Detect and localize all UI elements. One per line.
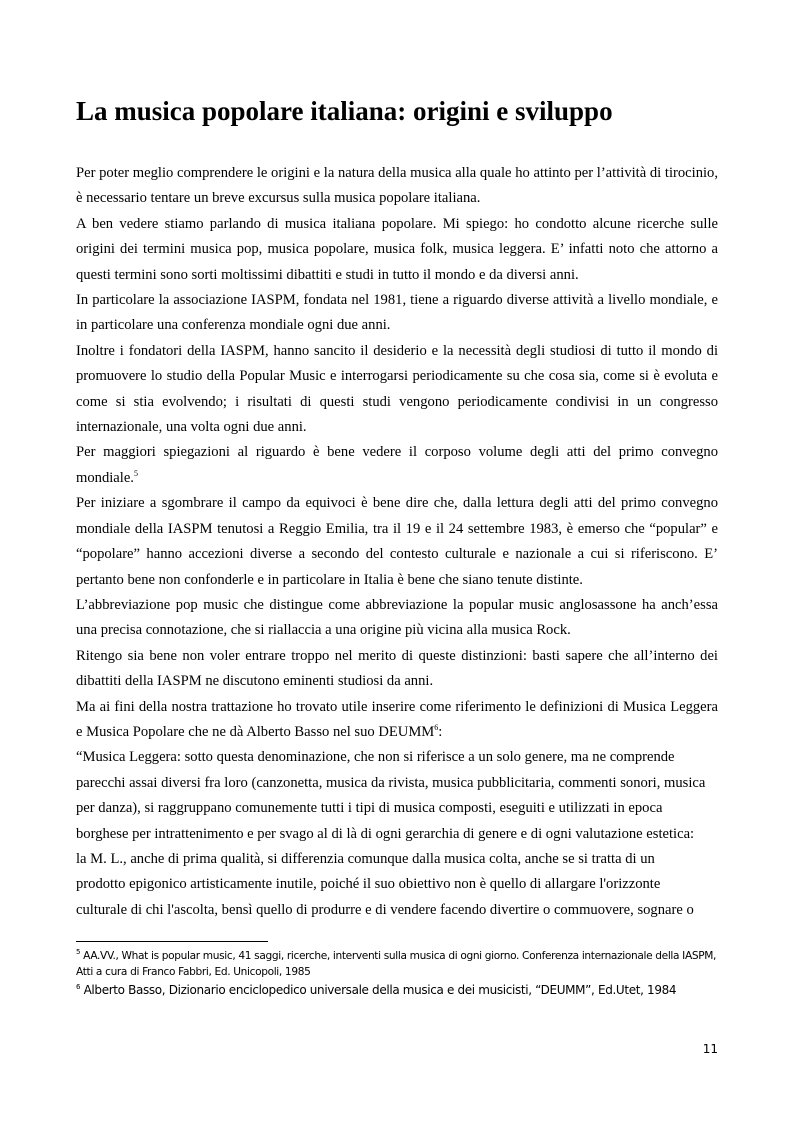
footnote-ref-5[interactable]: 5 [133,468,138,478]
footnote-ref-6[interactable]: 6 [434,722,439,732]
body-text [76,161,718,923]
paragraph-4: Inoltre i fondatori della IASPM, hanno sancito il desiderio e la necessità degli studiosi di tutto il mondo di promuovere lo studio della Popular Music e interrogarsi periodicamente su che cosa sia, come si è evoluta e come si stia evolvendo; i risultati di questi studi vengono periodicamente condivisi in un congresso internazionale, una volta ogni due anni. [76,342,718,436]
quote-line: per danza), si raggruppano comunemente tutti i tipi di musica composti, eseguiti e utilizzati in epoca [76,800,663,817]
quote-line: parecchi assai diversi fra loro (canzonetta, musica da rivista, musica pubblicitaria, commenti sonori, musica [76,774,706,791]
paragraph-9-text: Ma ai fini della nostra trattazione ho trovato utile inserire come riferimento le definizioni di Musica Leggera e Musica Popolare che ne dà Alberto Basso nel suo DEUMM [76,698,718,740]
quote-line: “Musica Leggera: sotto questa denominazione, che non si riferisce a un solo genere, ma ne comprende [76,749,675,766]
footnotes [76,948,726,1000]
quote-line: borghese per intrattenimento e per svago al di là di ogni gerarchia di genere e di ogni valutazione estetica: [76,825,695,842]
footnote-5 [76,948,726,980]
footnote-6 [76,980,726,1000]
footnote-text: Alberto Basso, Dizionario enciclopedico universale della musica e dei musicisti, “DEUMM”, Ed.Utet, 1984 [83,983,677,997]
page-title: La musica popolare italiana: origini e sviluppo [76,96,613,126]
paragraph-8: Ritengo sia bene non voler entrare troppo nel merito di queste distinzioni: basti sapere che all’interno dei dibattiti della IASPM ne discutono eminenti studiosi da anni. [76,647,718,690]
footnote-divider [76,941,268,942]
paragraph-5 [76,440,718,491]
paragraph-3: In particolare la associazione IASPM, fondata nel 1981, tiene a riguardo diverse attività a livello mondiale, e in particolare una conferenza mondiale ogni due anni. [76,292,718,334]
page-number: 11 [702,1042,718,1056]
quote-line: culturale di chi l'ascolta, bensì quello di produrre e di vendere facendo divertire o commuovere, sognare o [76,901,694,918]
paragraph-2: A ben vedere stiamo parlando di musica italiana popolare. Mi spiego: ho condotto alcune ricerche sulle origini dei termini musica pop, musica popolare, musica folk, musica leggera. E’ infatti noto che attorno a questi termini sono sorti moltissimi dibattiti e studi in tutto il mondo e da diversi anni. [76,215,718,283]
paragraph-6: Per iniziare a sgombrare il campo da equivoci è bene dire che, dalla lettura degli atti del primo convegno mondiale della IASPM tenutosi a Reggio Emilia, tra il 19 e il 24 settembre 1983, è emerso che “popular” e “popolare” hanno accezioni diverse a secondo del contesto culturale e nazionale a cui si riferiscono. E’ pertanto bene non confonderle e in particolare in Italia è bene che siano tenute distinte. [76,495,718,588]
footnote-text: AA.VV., What is popular music, 41 saggi, ricerche, interventi sulla musica di ogni giorno. Conferenza internazionale della IASPM, Atti a cura di Franco Fabbri, Ed. Unicopoli, 1985 [76,950,717,978]
paragraph-9-end: : [438,723,443,740]
footnote-number: 6 [76,983,81,991]
paragraph-9 [76,695,718,746]
paragraph-1: Per poter meglio comprendere le origini e la natura della musica alla quale ho attinto per l’attività di tirocinio, è necessario tentare un breve excursus sulla musica popolare italiana. [76,165,718,207]
paragraph-7: L’abbreviazione pop music che distingue come abbreviazione la popular music anglosassone ha anch’essa una precisa connotazione, che si riallaccia a una origine più vicina alla musica Rock. [76,596,718,639]
quote-line: la M. L., anche di prima qualità, si differenzia comunque dalla musica colta, anche se si tratta di un [76,850,655,867]
footnote-number: 5 [76,948,81,956]
paragraph-5-text: Per maggiori spiegazioni al riguardo è bene vedere il corposo volume degli atti del primo convegno mondiale. [76,444,718,486]
quote-line: prodotto epigonico artisticamente inutile, poiché il suo obiettivo non è quello di allargare l'orizzonte [76,876,661,893]
